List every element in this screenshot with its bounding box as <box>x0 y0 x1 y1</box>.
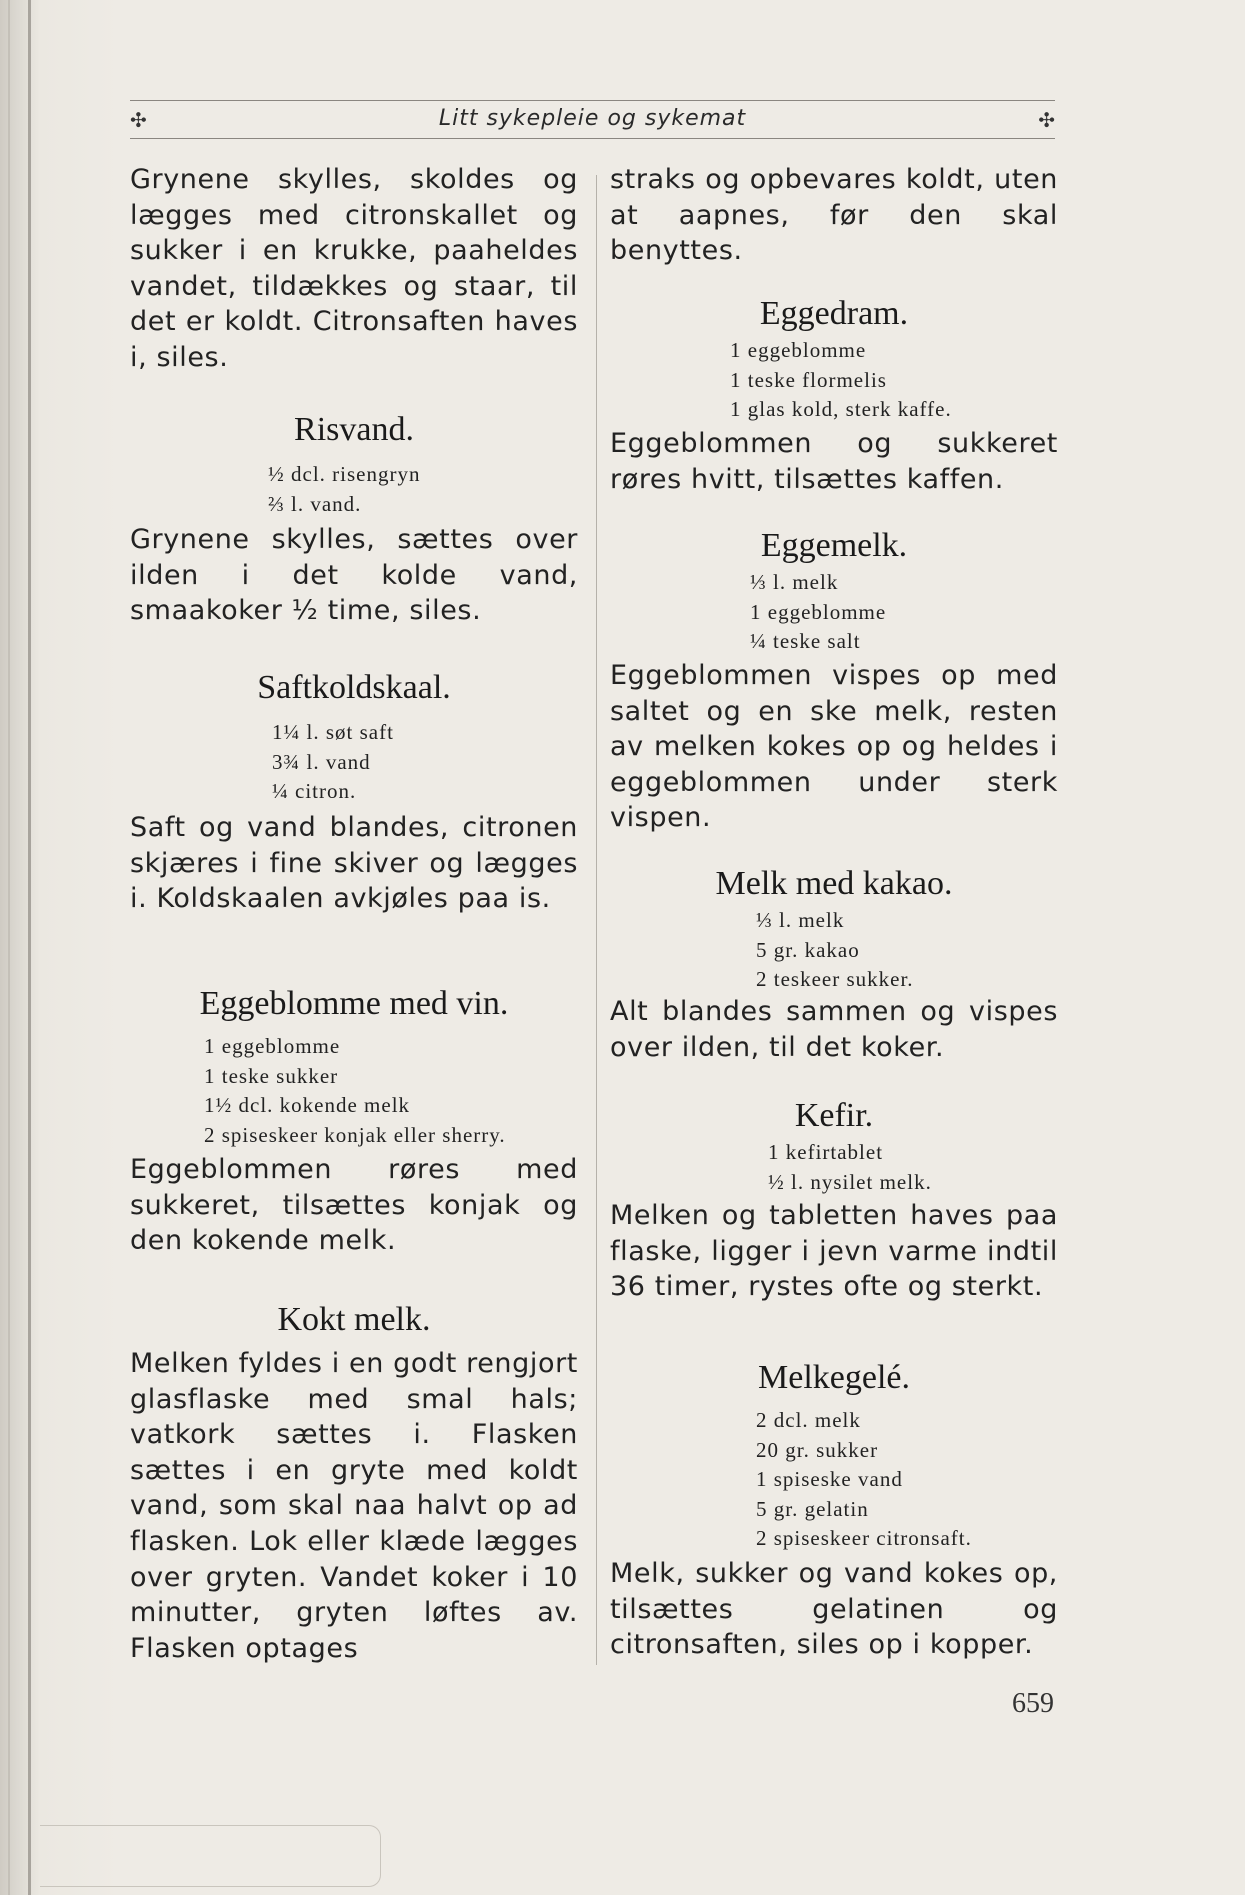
ingredient-list-kefir <box>768 1138 1058 1197</box>
ingredient-list-melk-kakao <box>756 906 1056 995</box>
ingredient-line: 3¾ l. vand <box>272 749 371 774</box>
recipe-title-melkegele: Melkegelé. <box>758 1359 910 1396</box>
book-spine <box>28 0 31 1895</box>
ingredient-line: ½ dcl. risengryn <box>268 462 421 486</box>
ingredient-list-eggemelk <box>750 568 1050 657</box>
page-number: 659 <box>1012 1688 1054 1719</box>
recipe-title-eggeblomme-vin: Eggeblomme med vin. <box>199 985 509 1022</box>
page-edge <box>8 0 10 1895</box>
recipe-title-saftkoldskaal: Saftkoldskaal. <box>257 669 451 706</box>
recipe-title-melk-kakao: Melk med kakao. <box>715 865 953 902</box>
recipe-text-eggedram: Eggeblommen og sukkeret røres hvitt, tilsættes kaffen. <box>610 428 1058 495</box>
ingredient-line: 2 dcl. melk <box>756 1408 861 1432</box>
recipe-title-risvand: Risvand. <box>294 411 414 448</box>
ingredient-line: 1 kefirtablet <box>768 1140 884 1164</box>
running-header <box>130 98 1055 138</box>
ingredient-list-eggedram <box>730 336 1050 425</box>
ingredient-line: 1 eggeblomme <box>204 1034 341 1058</box>
ingredient-line: 1 teske flormelis <box>730 367 887 392</box>
ingredient-list-melkegele <box>756 1406 1056 1554</box>
ornament-left-icon: ✣ <box>130 108 147 132</box>
ingredient-line: 1 teske sukker <box>204 1063 339 1088</box>
ingredient-line: ⅓ l. melk <box>756 908 845 932</box>
ingredient-line: 5 gr. gelatin <box>756 1496 869 1521</box>
continued-paragraph: straks og opbevares koldt, uten at aapnes, før den skal benyttes. <box>610 164 1058 267</box>
ingredient-line: 2 spiseskeer citronsaft. <box>756 1526 972 1550</box>
recipe-text-eggemelk: Eggeblommen vispes op med saltet og en ske melk, resten av melken kokes op og heldes i eggeblommen under sterk vispen. <box>610 660 1058 834</box>
page-tab <box>40 1825 381 1887</box>
recipe-text-risvand: Grynene skylles, sættes over ilden i det kolde vand, smaakoker ½ time, siles. <box>130 524 578 627</box>
recipe-text-kefir: Melken og tabletten haves paa flaske, ligger i jevn varme indtil 36 timer, rystes ofte og sterkt. <box>610 1200 1058 1303</box>
ingredient-line: 1½ dcl. kokende melk <box>204 1093 411 1117</box>
ingredient-line: 2 spiseskeer konjak eller sherry. <box>204 1122 506 1147</box>
ingredient-line: 1 eggeblomme <box>750 599 887 624</box>
recipe-text-saftkoldskaal: Saft og vand blandes, citronen skjæres i fine skiver og lægges i. Koldskaalen avkjøles paa is. <box>130 812 578 915</box>
ingredient-line: ⅓ l. melk <box>750 570 839 594</box>
recipe-title-eggedram: Eggedram. <box>759 295 909 332</box>
ingredient-list-eggeblomme-vin <box>204 1032 578 1150</box>
recipe-text-melkegele: Melk, sukker og vand kokes op, tilsættes gelatinen og citronsaften, siles op i kopper. <box>610 1558 1058 1661</box>
column-divider <box>596 175 597 1665</box>
recipe-title-kefir: Kefir. <box>794 1097 874 1134</box>
ingredient-line: ½ l. nysilet melk. <box>768 1169 932 1194</box>
recipe-title-eggemelk: Eggemelk. <box>760 527 908 564</box>
recipe-title-kokt-melk: Kokt melk. <box>277 1301 431 1338</box>
ingredient-line: 1 spiseske vand <box>756 1467 903 1491</box>
header-rule-bottom <box>130 138 1055 139</box>
intro-paragraph: Grynene skylles, skoldes og lægges med citronskallet og sukker i en krukke, paaheldes vandet, tildækkes og staar, til det er koldt. Citronsaften haves i, siles. <box>130 164 578 373</box>
ingredient-line: 20 gr. sukker <box>756 1437 879 1462</box>
recipe-text-kokt-melk: Melken fyldes i en godt rengjort glasflaske med smal hals; vatkork sættes i. Flasken sættes i en gryte med koldt vand, som skal naa halvt op ad flasken. Lok eller klæde lægges over gryten. Vandet koker i 10 minutter, gryten løftes av. Flasken optages <box>130 1348 578 1664</box>
ingredient-list-saftkoldskaal <box>272 718 572 807</box>
recipe-text-melk-kakao: Alt blandes sammen og vispes over ilden, til det koker. <box>610 996 1058 1063</box>
ingredient-line: 1 glas kold, sterk kaffe. <box>730 397 952 421</box>
ingredient-line: ¼ citron. <box>272 779 357 803</box>
ingredient-line: ¼ teske salt <box>750 629 861 653</box>
ingredient-list-risvand <box>268 460 568 519</box>
header-rule-top <box>130 100 1055 101</box>
ingredient-line: 1 eggeblomme <box>730 338 867 362</box>
header-title: Litt sykepleie og sykemat <box>438 106 747 131</box>
ingredient-line: 2 teskeer sukker. <box>756 967 914 991</box>
ornament-right-icon: ✣ <box>1038 108 1055 132</box>
ingredient-line: ⅔ l. vand. <box>268 491 362 516</box>
ingredient-line: 1¼ l. søt saft <box>272 720 394 744</box>
ingredient-line: 5 gr. kakao <box>756 937 860 962</box>
recipe-text-eggeblomme-vin: Eggeblommen røres med sukkeret, tilsættes konjak og den kokende melk. <box>130 1154 578 1257</box>
